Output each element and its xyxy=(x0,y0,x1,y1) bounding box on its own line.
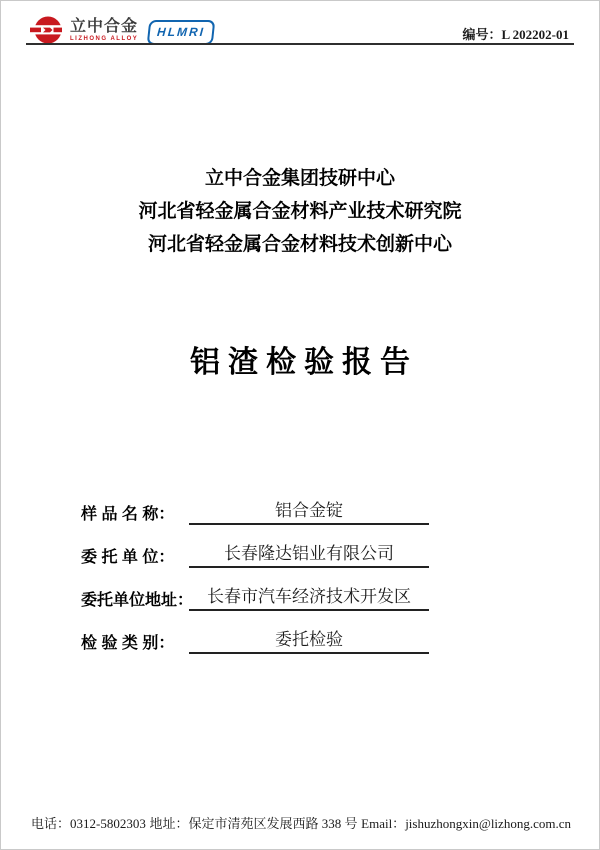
footer-phone-value: 0312-5802303 xyxy=(70,816,146,831)
field-row-client xyxy=(81,541,429,568)
footer-address-label: 地址： xyxy=(149,816,189,831)
org-title-line-2: 河北省轻金属合金材料产业技术研究院 xyxy=(138,201,462,222)
footer-phone-label: 电话： xyxy=(31,816,71,831)
footer-address xyxy=(149,813,357,832)
document-number-label: 编号： xyxy=(462,27,502,42)
lizhong-logotype xyxy=(70,18,138,42)
footer-email-value: jishuzhongxin@lizhong.com.cn xyxy=(405,816,571,831)
sample-name-label: 样 品 名 称： xyxy=(81,506,175,523)
footer-address-value: 保定市清苑区发展西路 338 号 xyxy=(188,816,358,831)
footer-email xyxy=(361,813,571,832)
client-address-label: 委托单位地址： xyxy=(81,592,194,609)
inspection-type-label: 检 验 类 别： xyxy=(81,635,175,652)
sample-name-value: 铝合金锭 xyxy=(189,496,429,525)
hlmri-logo-text: HLMRI xyxy=(156,24,206,39)
org-title-line-1: 立中合金集团技研中心 xyxy=(204,168,395,189)
document-number xyxy=(462,24,569,43)
lizhong-emblem-icon xyxy=(29,15,65,45)
brand-name-en: LIZHONG ALLOY xyxy=(70,36,139,42)
footer-contact-bar xyxy=(31,813,571,832)
hlmri-logo xyxy=(147,20,216,45)
client-value: 长春隆达铝业有限公司 xyxy=(189,539,429,568)
client-address-value: 长春市汽车经济技术开发区 xyxy=(189,582,429,611)
form-block xyxy=(81,498,429,670)
field-row-inspection-type xyxy=(81,627,429,654)
document-number-value: L 202202-01 xyxy=(501,27,569,42)
field-row-client-address xyxy=(81,584,429,611)
field-row-sample-name xyxy=(81,498,429,525)
header-divider xyxy=(26,43,574,45)
header-logo-group xyxy=(29,15,214,45)
client-label: 委 托 单 位： xyxy=(81,549,175,566)
footer-email-label: Email： xyxy=(361,816,406,831)
report-title: 铝渣检验报告 xyxy=(190,346,418,379)
org-title-block xyxy=(1,162,599,261)
inspection-type-value: 委托检验 xyxy=(189,625,429,654)
brand-name-cn: 立中合金 xyxy=(70,18,139,35)
footer-phone xyxy=(31,813,146,832)
org-title-line-3: 河北省轻金属合金材料技术创新中心 xyxy=(147,234,452,255)
